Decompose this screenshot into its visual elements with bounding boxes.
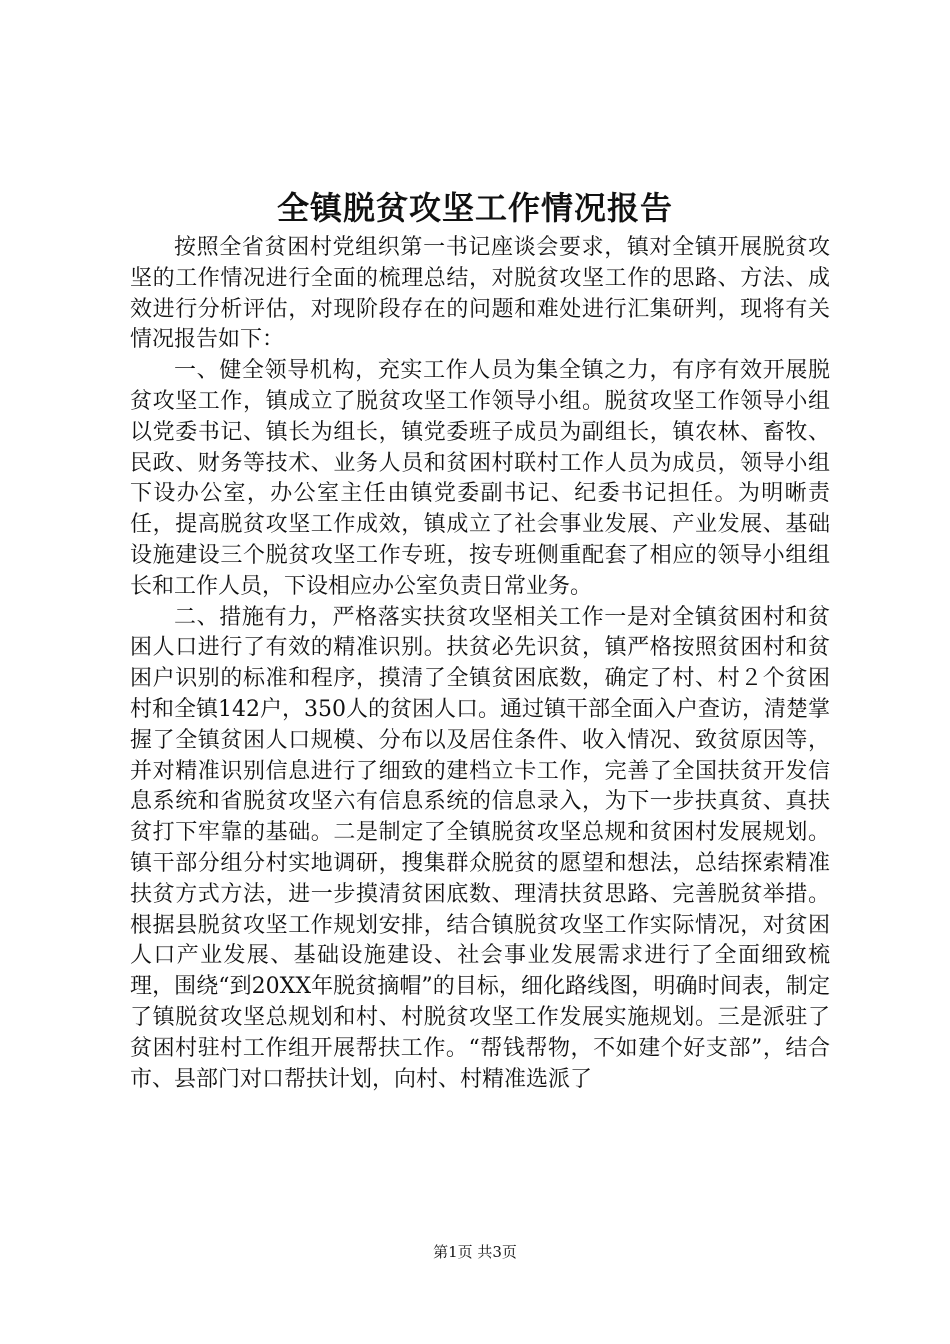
- document-body: [130, 233, 830, 1095]
- paragraph-section-2: 二、措施有力，严格落实扶贫攻坚相关工作一是对全镇贫困村和贫困人口进行了有效的精准识别。扶贫必先识贫，镇严格按照贫困村和贫困户识别的标准和程序，摸清了全镇贫困底数，确定了村、村２个贫困村和全镇142户，350人的贫困人口。通过镇干部全面入户查访，清楚掌握了全镇贫困人口规模、分布以及居住条件、收入情况、致贫原因等，并对精准识别信息进行了细致的建档立卡工作，完善了全国扶贫开发信息系统和省脱贫攻坚六有信息系统的信息录入，为下一步扶真贫、真扶贫打下牢靠的基础。二是制定了全镇脱贫攻坚总规和贫困村发展规划。镇干部分组分村实地调研，搜集群众脱贫的愿望和想法，总结探索精准扶贫方式方法，进一步摸清贫困底数、理清扶贫思路、完善脱贫举措。根据县脱贫攻坚工作规划安排，结合镇脱贫攻坚工作实际情况，对贫困人口产业发展、基础设施建设、社会事业发展需求进行了全面细致梳理，围绕“到20XX年脱贫摘帽”的目标，细化路线图，明确时间表，制定了镇脱贫攻坚总规划和村、村脱贫攻坚工作发展实施规划。三是派驻了贫困村驻村工作组开展帮扶工作。“帮钱帮物，不如建个好支部”，结合市、县部门对口帮扶计划，向村、村精准选派了: [130, 604, 830, 1092]
- paragraph-intro: 按照全省贫困村党组织第一书记座谈会要求，镇对全镇开展脱贫攻坚的工作情况进行全面的梳理总结，对脱贫攻坚工作的思路、方法、成效进行分析评估，对现阶段存在的问题和难处进行汇集研判，现将有关情况报告如下：: [130, 235, 830, 353]
- document-title: 全镇脱贫攻坚工作情况报告: [276, 189, 673, 227]
- page-number-footer: 第1页 共3页: [433, 1243, 517, 1261]
- paragraph-section-1: 一、健全领导机构，充实工作人员为集全镇之力，有序有效开展脱贫攻坚工作，镇成立了脱贫攻坚工作领导小组。脱贫攻坚工作领导小组以党委书记、镇长为组长，镇党委班子成员为副组长，镇农林、畜牧、民政、财务等技术、业务人员和贫困村联村工作人员为成员，领导小组下设办公室，办公室主任由镇党委副书记、纪委书记担任。为明晰责任，提高脱贫攻坚工作成效，镇成立了社会事业发展、产业发展、基础设施建设三个脱贫攻坚工作专班，按专班侧重配套了相应的领导小组组长和工作人员，下设相应办公室负责日常业务。: [130, 358, 830, 599]
